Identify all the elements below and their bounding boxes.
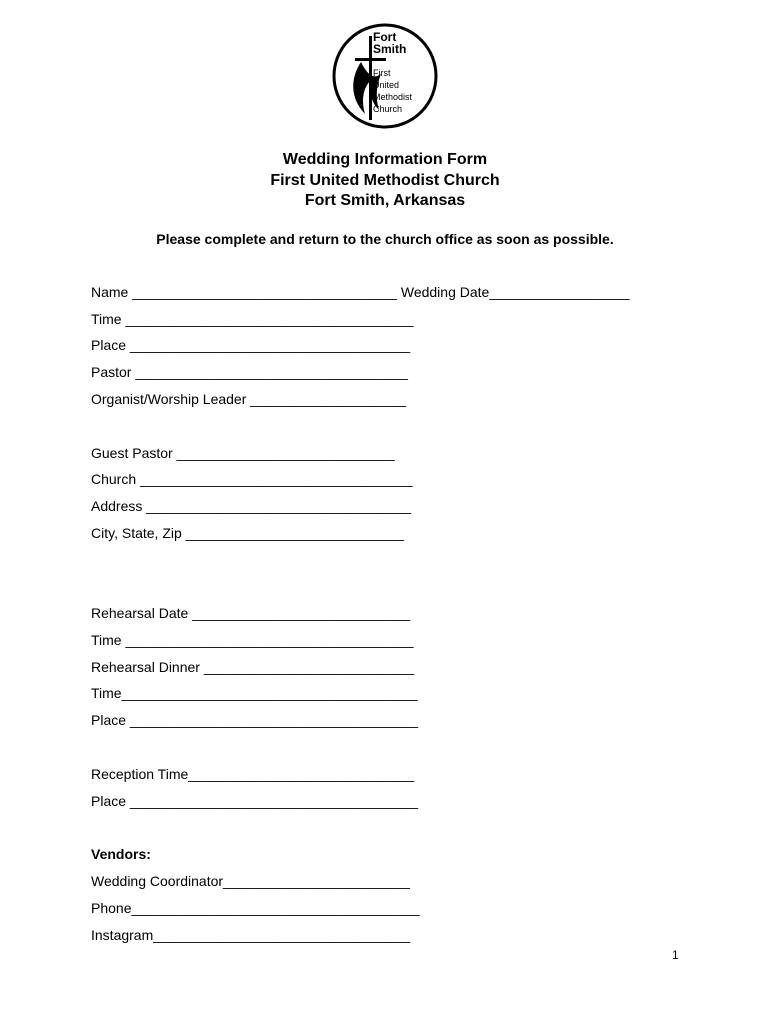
church-location: Fort Smith, Arkansas <box>304 192 466 209</box>
church-name: First United Methodist Church <box>270 171 500 189</box>
phone-field[interactable]: Phone_____________________________________ <box>91 900 420 916</box>
place-field[interactable]: Place ____________________________________ <box>91 337 411 353</box>
organist-field[interactable]: Organist/Worship Leader ____________________ <box>91 391 406 407</box>
dinner-place-field[interactable]: Place _____________________________________ <box>91 712 418 728</box>
logo-line-3: First <box>373 68 391 78</box>
guest-pastor-field[interactable]: Guest Pastor ____________________________ <box>91 445 395 461</box>
wedding-coordinator-field[interactable]: Wedding Coordinator________________________ <box>91 873 410 889</box>
vendors-heading: Vendors: <box>91 846 151 862</box>
logo-line-2: Smith <box>373 42 407 56</box>
address-field[interactable]: Address __________________________________ <box>91 498 411 514</box>
form-title: Wedding Information Form <box>282 151 488 168</box>
name-field[interactable]: Name __________________________________ <box>91 284 397 300</box>
logo-line-4: United <box>373 80 400 90</box>
reception-place-field[interactable]: Place _____________________________________ <box>91 793 418 809</box>
cross-and-flame-icon <box>331 22 441 132</box>
form-header <box>0 150 770 212</box>
logo-line-1: Fort <box>373 30 397 44</box>
church-field[interactable]: Church ___________________________________ <box>91 471 413 487</box>
dinner-time-field[interactable]: Time______________________________________ <box>91 685 418 701</box>
instructions-text: Please complete and return to the church office as soon as possible. <box>156 231 614 247</box>
pastor-field[interactable]: Pastor ___________________________________ <box>91 364 408 380</box>
rehearsal-time-field[interactable]: Time _____________________________________ <box>91 632 414 648</box>
time-field[interactable]: Time _____________________________________ <box>91 311 414 327</box>
name-line[interactable] <box>91 283 629 301</box>
city-state-zip-field[interactable]: City, State, Zip ____________________________ <box>91 525 404 541</box>
page-number: 1 <box>672 948 679 962</box>
wedding-date-field[interactable]: Wedding Date__________________ <box>396 284 630 300</box>
instagram-field[interactable]: Instagram_________________________________ <box>91 927 411 943</box>
rehearsal-date-field[interactable]: Rehearsal Date ____________________________ <box>91 605 411 621</box>
rehearsal-dinner-field[interactable]: Rehearsal Dinner ___________________________ <box>91 659 415 675</box>
reception-time-field[interactable]: Reception Time_____________________________ <box>91 766 415 782</box>
logo-line-6: Church <box>373 104 403 114</box>
church-logo <box>331 22 441 132</box>
logo-line-5: Methodist <box>373 92 413 102</box>
